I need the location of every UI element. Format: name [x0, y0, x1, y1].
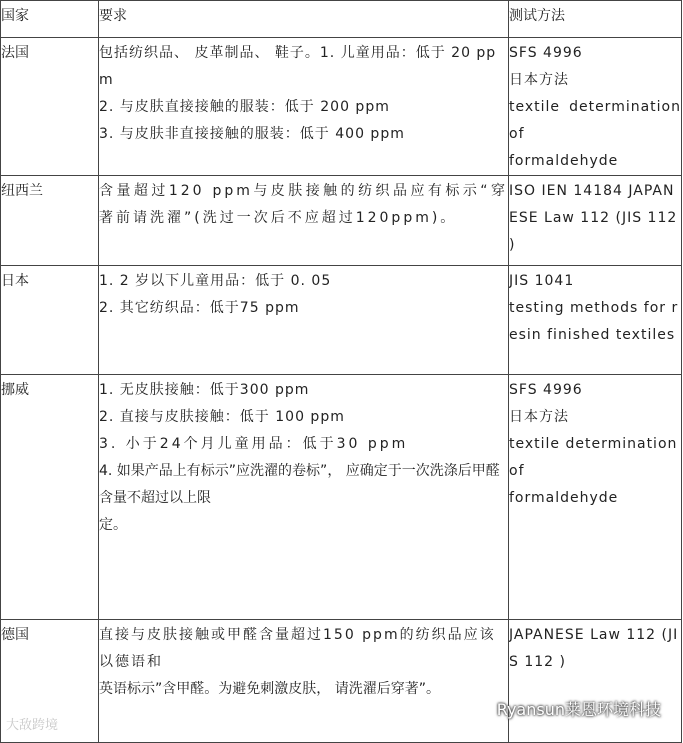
- country-cell: 日本: [1, 266, 99, 375]
- method-line: testing methods for resin finished textiles: [509, 300, 679, 343]
- requirement-line: 2. 与皮肤直接接触的服装：低于 200 ppm: [99, 99, 390, 115]
- method-line: formaldehyde: [509, 153, 619, 169]
- country-cell: 法国: [1, 38, 99, 176]
- requirement-line: 1. 2 岁以下儿童用品：低于 0. 05: [99, 273, 332, 289]
- method-line: textile determination: [509, 436, 678, 452]
- requirements-cell: [99, 176, 509, 266]
- requirement-line: 含量超过120 ppm与皮肤接触的纺织品应有标示“穿著前请洗濯”(洗过一次后不应超过120ppm)。: [99, 183, 508, 226]
- method-line: SFS 4996: [509, 45, 583, 61]
- method-line: JAPANESE Law 112 (JIS 112 ): [509, 627, 679, 670]
- table-row: [1, 620, 682, 743]
- requirement-line: 包括纺织品、 皮革制品、 鞋子。1. 儿童用品：低于 20 ppm: [99, 45, 497, 88]
- source-watermark: 大敌跨境: [6, 718, 59, 733]
- header-row: [1, 1, 682, 38]
- requirement-line: 3. 与皮肤非直接接触的服装：低于 400 ppm: [99, 126, 405, 142]
- table-row: [1, 176, 682, 266]
- brand-watermark-text: Ryansun莱恩环境科技: [496, 700, 661, 719]
- header-test-method: 测试方法: [509, 1, 682, 38]
- header-country: 国家: [1, 1, 99, 38]
- requirements-cell: [99, 620, 509, 743]
- method-cell: [509, 620, 682, 743]
- method-line: of: [509, 463, 525, 479]
- method-line: SFS 4996: [509, 382, 583, 398]
- country-cell: 挪威: [1, 375, 99, 620]
- requirement-line: 2. 其它纺织品：低于75 ppm: [99, 300, 300, 316]
- requirements-cell: [99, 375, 509, 620]
- requirement-line: 定。: [99, 517, 127, 533]
- table-row: [1, 38, 682, 176]
- requirement-line: 2. 直接与皮肤接触：低于 100 ppm: [99, 409, 345, 425]
- requirement-line: 直接与皮肤接触或甲醛含量超过150 ppm的纺织品应该以德语和: [99, 627, 496, 670]
- table-row: [1, 375, 682, 620]
- header-requirements: 要求: [99, 1, 509, 38]
- table-row: [1, 266, 682, 375]
- method-cell: [509, 266, 682, 375]
- method-cell: [509, 375, 682, 620]
- requirements-cell: [99, 266, 509, 375]
- method-cell: [509, 176, 682, 266]
- method-line: JIS 1041: [509, 273, 575, 289]
- country-cell: 纽西兰: [1, 176, 99, 266]
- requirement-line: 英语标示”含甲醛。为避免刺激皮肤， 请洗濯后穿著”。: [99, 681, 440, 697]
- method-line: 日本方法: [509, 72, 569, 88]
- method-line: textile determination of: [509, 99, 681, 142]
- requirement-line: 4. 如果产品上有标示”应洗濯的卷标”， 应确定于一次洗涤后甲醛含量不超过以上限: [99, 463, 500, 506]
- method-line: 日本方法: [509, 409, 569, 425]
- requirements-cell: [99, 38, 509, 176]
- method-line: ISO IEN 14184 JAPANESE Law 112 (JIS 112 ): [509, 183, 678, 253]
- requirement-line: 1. 无皮肤接触：低于300 ppm: [99, 382, 310, 398]
- brand-watermark: [471, 697, 661, 720]
- method-cell: [509, 38, 682, 176]
- requirement-line: 3. 小于24个月儿童用品：低于30 ppm: [99, 436, 409, 452]
- method-line: formaldehyde: [509, 490, 619, 506]
- wechat-icon: [471, 699, 493, 719]
- country-cell: 德国: [1, 620, 99, 743]
